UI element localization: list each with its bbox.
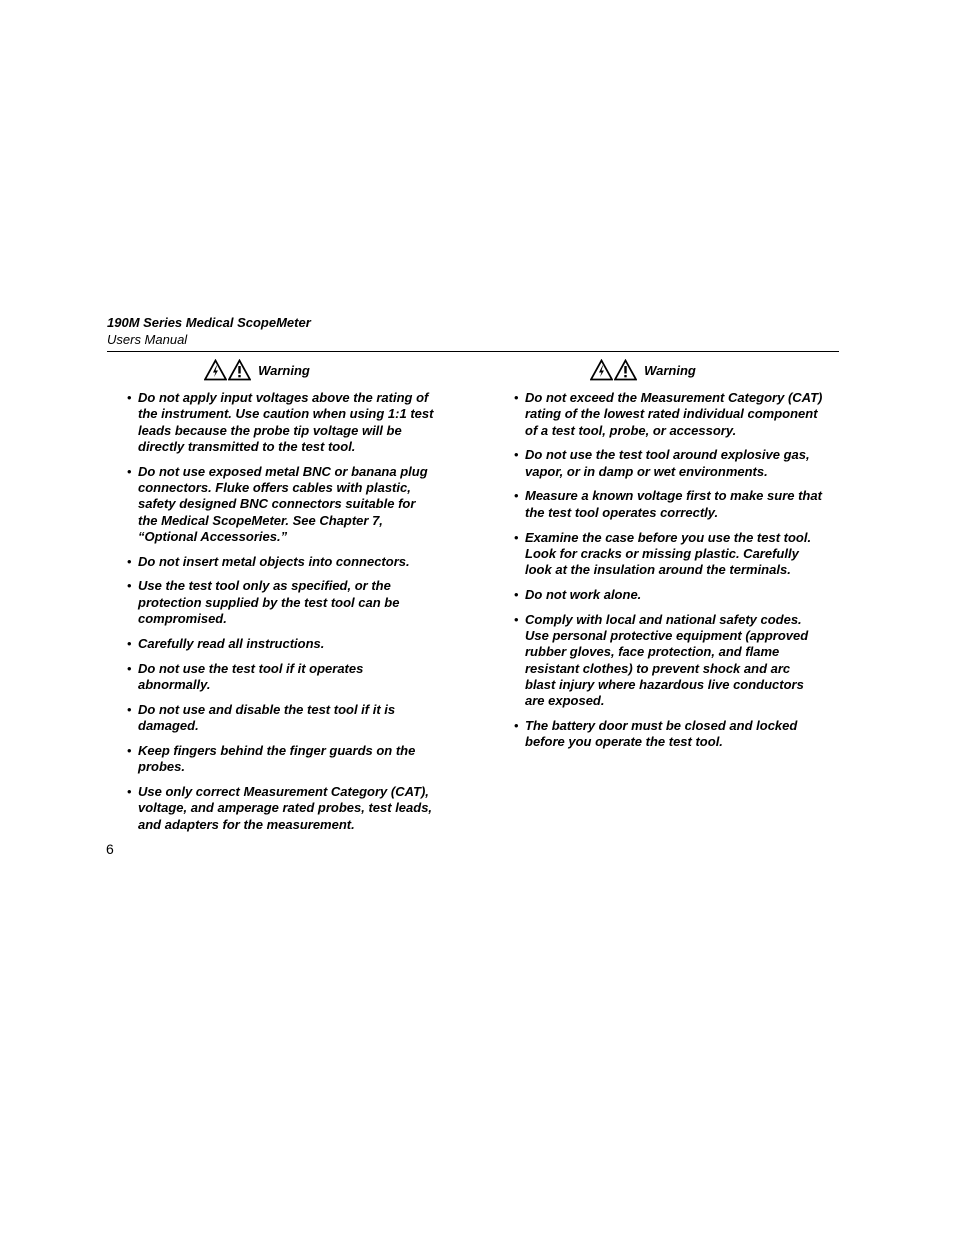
warning-list-item xyxy=(514,530,824,579)
warning-item-text: Carefully read all instructions. xyxy=(138,635,325,651)
warning-list-item xyxy=(514,390,824,439)
page-header xyxy=(107,314,839,352)
warning-list-item xyxy=(514,587,824,603)
warning-item-text: Do not use and disable the test tool if it is damaged. xyxy=(138,701,396,734)
warning-item-text: The battery door must be closed and locked before you operate the test tool. xyxy=(525,718,798,750)
bullet: • xyxy=(514,586,519,602)
left-warning-list xyxy=(127,390,437,833)
bullet: • xyxy=(514,718,519,734)
bullet: • xyxy=(514,529,519,545)
warning-item-text: Use the test tool only as specified, or the protection supplied by the test tool can be compromised. xyxy=(138,578,400,627)
warning-list-item xyxy=(127,554,437,570)
page-number: 6 xyxy=(106,841,114,857)
bullet: • xyxy=(127,742,132,758)
bullet: • xyxy=(127,635,132,651)
bullet: • xyxy=(514,447,519,463)
warning-list-item xyxy=(514,612,824,710)
warning-item-text: Do not insert metal objects into connectors. xyxy=(138,553,410,569)
warning-list-item xyxy=(514,447,824,480)
warning-icons xyxy=(590,359,637,381)
right-warning-heading xyxy=(462,357,824,383)
right-warning-list xyxy=(514,390,824,751)
bullet: • xyxy=(127,553,132,569)
warning-list-item xyxy=(127,702,437,735)
warning-list-item xyxy=(514,718,824,751)
warning-item-text: Use only correct Measurement Category (CAT), voltage, and amperage rated probes, test leads, and adapters for the measurement. xyxy=(138,783,433,832)
warning-list-item xyxy=(127,464,437,545)
caution-warning-icon xyxy=(614,359,637,381)
warning-list-item xyxy=(514,488,824,521)
bullet: • xyxy=(127,660,132,676)
left-warning-column xyxy=(127,357,437,841)
warning-item-text: Do not use exposed metal BNC or banana plug connectors. Fluke offers cables with plastic, safety designed BNC connectors suitable for the Medical ScopeMeter. See Chapter 7, “Optional Accessories.” xyxy=(138,463,428,544)
warning-list-item xyxy=(127,636,437,652)
warning-list-item xyxy=(127,743,437,776)
warning-item-text: Do not use the test tool around explosive gas, vapor, or in damp or wet environments. xyxy=(525,447,810,479)
warning-list-item xyxy=(127,784,437,833)
manual-subtitle: Users Manual xyxy=(107,332,188,347)
warning-list-item xyxy=(127,390,437,455)
electric-shock-warning-icon xyxy=(204,359,227,381)
bullet: • xyxy=(514,611,519,627)
left-warning-heading xyxy=(77,357,437,383)
warning-label: Warning xyxy=(258,362,310,378)
warning-item-text: Comply with local and national safety codes. Use personal protective equipment (approved rubber gloves, face protection, and flame resistant clothes) to prevent shock and arc blast injury where hazardous live conductors are exposed. xyxy=(525,611,809,709)
warning-icons xyxy=(204,359,251,381)
warning-item-text: Do not use the test tool if it operates abnormally. xyxy=(138,660,364,692)
caution-warning-icon xyxy=(228,359,251,381)
bullet: • xyxy=(127,578,132,594)
bullet: • xyxy=(127,701,132,717)
electric-shock-warning-icon xyxy=(590,359,613,381)
right-warning-column xyxy=(514,357,824,759)
bullet: • xyxy=(514,488,519,504)
manual-title: 190M Series Medical ScopeMeter xyxy=(107,315,311,330)
bullet: • xyxy=(127,390,132,405)
warning-item-text: Do not exceed the Measurement Category (CAT) rating of the lowest rated individual component of a test tool, probe, or accessory. xyxy=(525,390,823,438)
warning-item-text: Keep fingers behind the finger guards on the probes. xyxy=(138,742,416,775)
warning-item-text: Measure a known voltage first to make sure that the test tool operates correctly. xyxy=(525,488,822,520)
warning-item-text: Do not work alone. xyxy=(525,586,642,602)
warning-item-text: Do not apply input voltages above the rating of the instrument. Use caution when using 1:1 test leads because the probe tip voltage will be directly transmitted to the test tool. xyxy=(138,390,434,454)
bullet: • xyxy=(514,390,519,405)
warning-list-item xyxy=(127,661,437,694)
warning-list-item xyxy=(127,578,437,627)
warning-label: Warning xyxy=(644,362,696,378)
bullet: • xyxy=(127,463,132,479)
warning-item-text: Examine the case before you use the test tool. Look for cracks or missing plastic. Carefully look at the insulation around the terminals. xyxy=(525,529,812,578)
bullet: • xyxy=(127,783,132,799)
